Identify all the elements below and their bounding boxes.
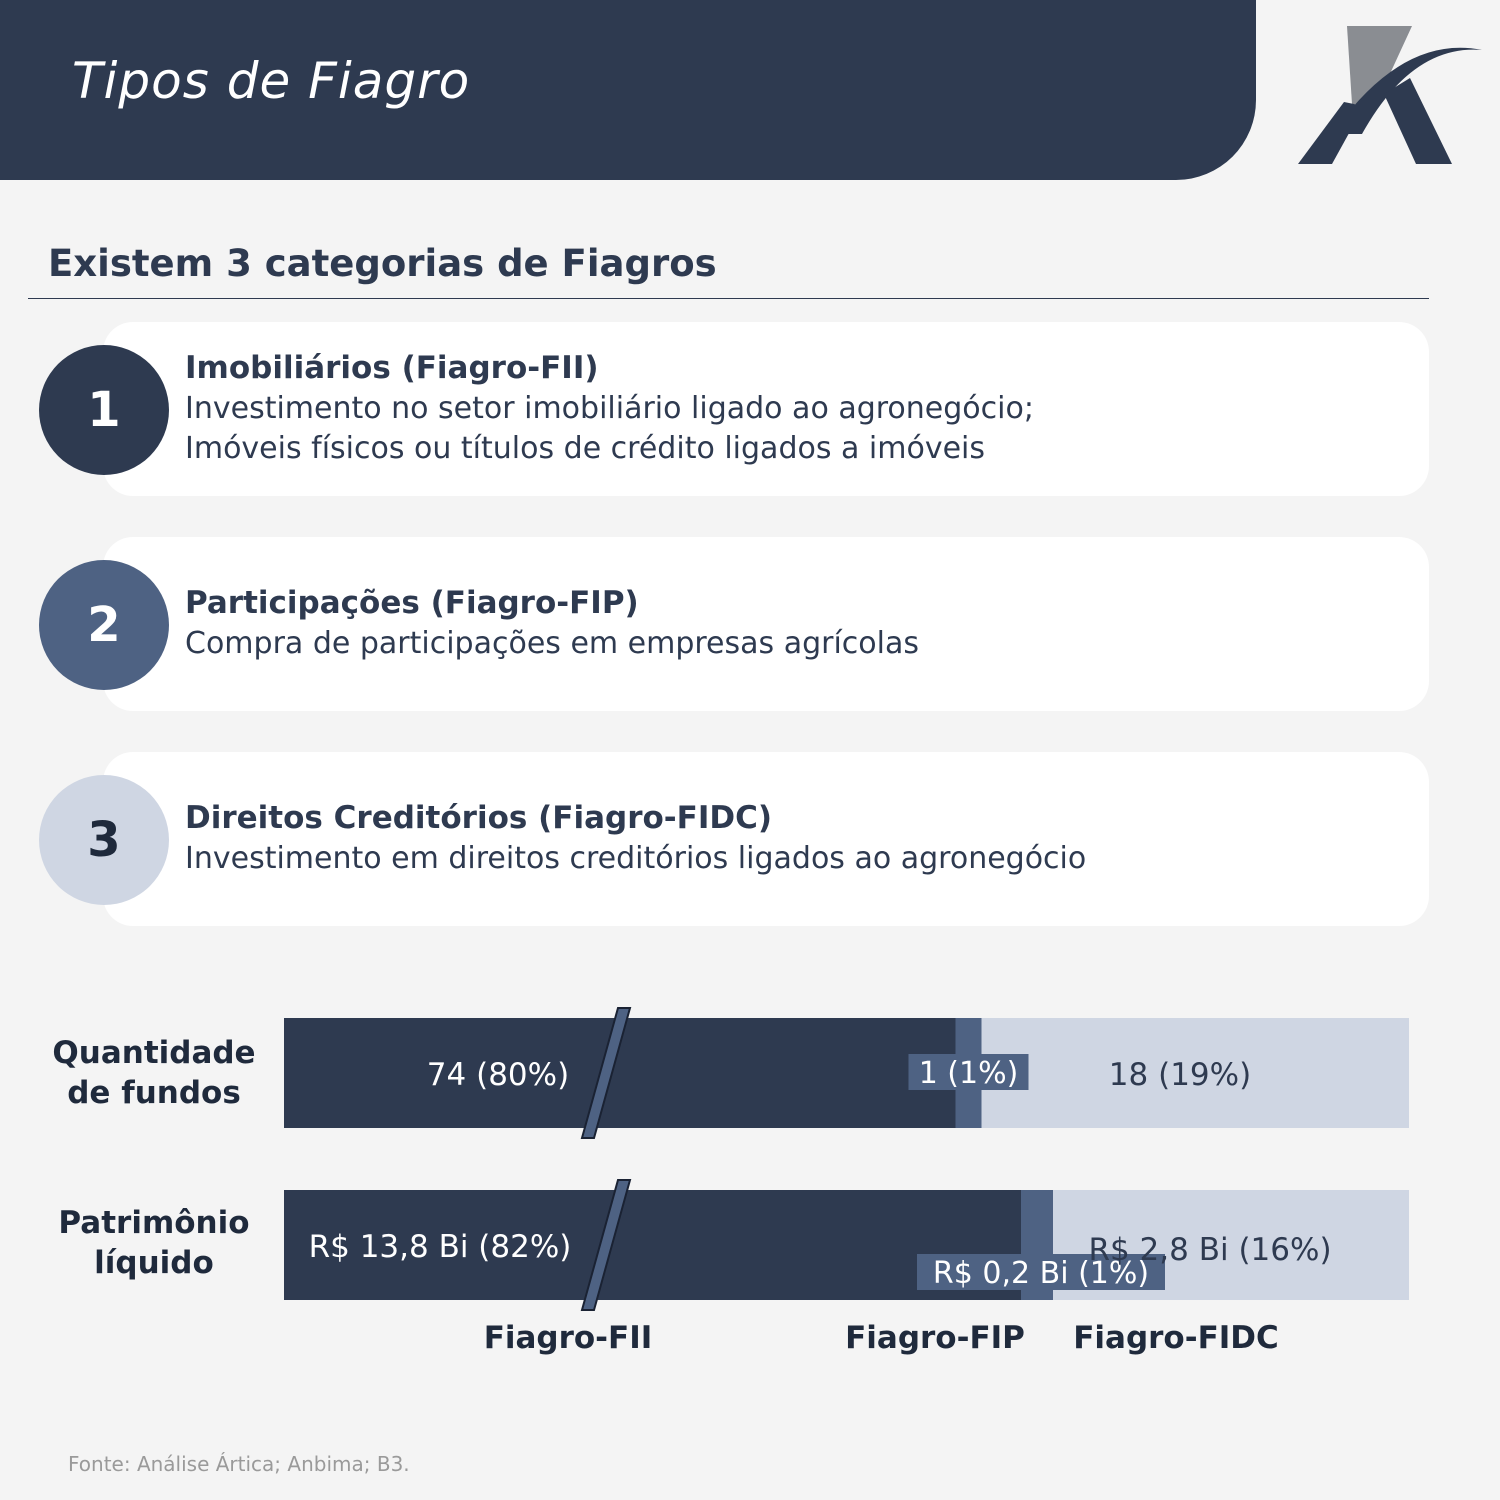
row-label-quantidade-line1: Quantidade (52, 1035, 256, 1071)
category-number-badge-1: 1 (39, 345, 169, 475)
category-description-fip-line1: Compra de participações em empresas agrícolas (185, 626, 919, 661)
legend-label-0: Fiagro-FII (483, 1320, 653, 1356)
data-label-fip-row-1: R$ 0,2 Bi (1%) (932, 1256, 1150, 1291)
legend-label-1: Fiagro-FIP (845, 1320, 1025, 1356)
category-number-badge-3: 3 (39, 775, 169, 905)
category-title-fidc: Direitos Creditórios (Fiagro-FIDC) (185, 800, 773, 836)
page-title: Tipos de Fiagro (72, 52, 471, 110)
data-label-fii-row-1: R$ 13,8 Bi (82%) (308, 1229, 572, 1265)
data-label-fidc-row-1: R$ 2,8 Bi (16%) (1088, 1232, 1332, 1268)
section-heading: Existem 3 categorias de Fiagros (48, 242, 717, 285)
source-note: Fonte: Análise Ártica; Anbima; B3. (68, 1452, 410, 1476)
row-label-patrimonio-line2: líquido (94, 1245, 214, 1281)
data-label-fip-row-0: 1 (1%) (918, 1056, 1019, 1091)
row-label-quantidade-line2: de fundos (67, 1075, 241, 1111)
category-description-fii-line2: Imóveis físicos ou títulos de crédito ligados a imóveis (185, 431, 986, 466)
category-description-fidc-line1: Investimento em direitos creditórios ligados ao agronegócio (185, 841, 1087, 876)
data-label-fii-row-0: 74 (80%) (426, 1057, 570, 1093)
category-description-fii-line1: Investimento no setor imobiliário ligado ao agronegócio; (185, 391, 1034, 426)
legend-label-2: Fiagro-FIDC (1073, 1320, 1279, 1356)
category-number-badge-2: 2 (39, 560, 169, 690)
category-title-fii: Imobiliários (Fiagro-FII) (185, 350, 599, 386)
row-label-patrimonio-line1: Patrimônio (58, 1205, 250, 1241)
category-title-fip: Participações (Fiagro-FIP) (185, 585, 639, 621)
data-label-fidc-row-0: 18 (19%) (1108, 1057, 1252, 1093)
